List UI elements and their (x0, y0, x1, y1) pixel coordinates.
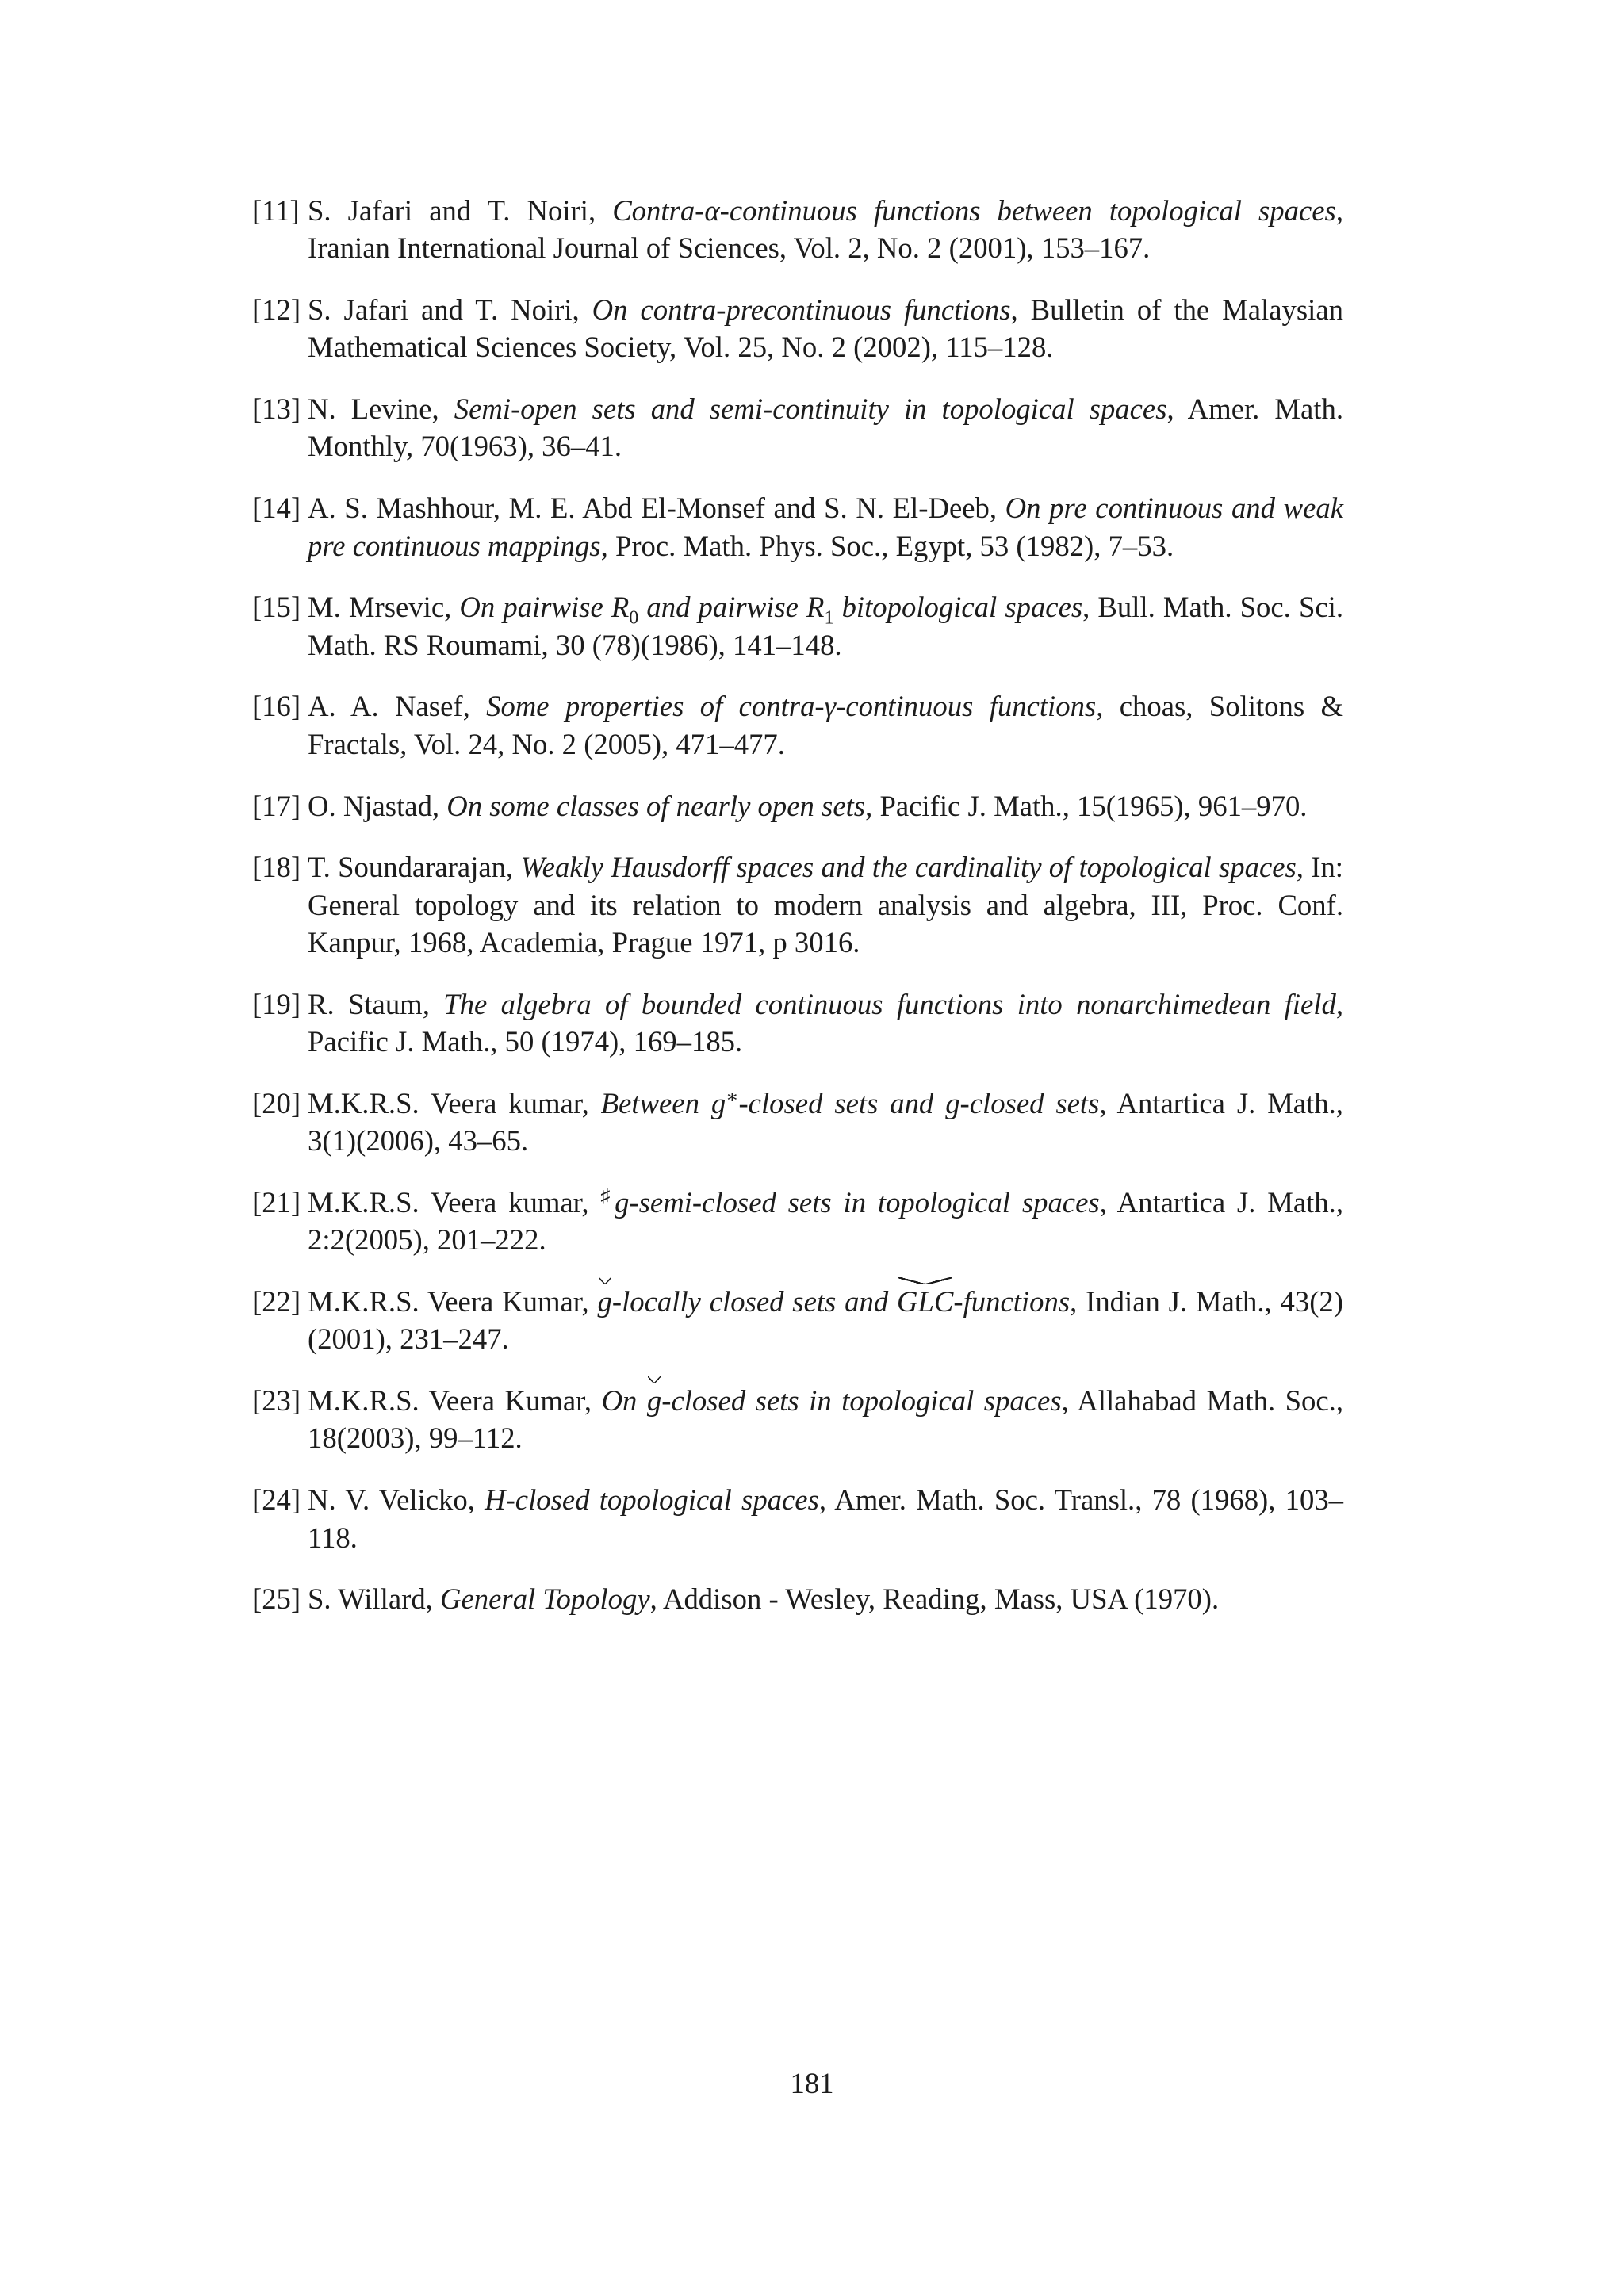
reference-text (308, 1384, 1343, 1454)
reference-text-segment: N. Levine, (308, 392, 454, 426)
reference-text-segment: ♯ (600, 1185, 615, 1207)
reference-text-segment: M.K.R.S. Veera kumar, (308, 1185, 601, 1219)
reference-text-segment: α (704, 194, 720, 227)
reference-number: [25] (252, 1582, 301, 1616)
reference-text-segment: g-semi-closed sets in topological spaces (615, 1185, 1100, 1219)
reference-number: [14] (252, 492, 301, 525)
reference-number: [21] (252, 1185, 301, 1219)
reference-text-segment: , Iranian International Journal of Sciences, Vol. 2, No. 2 (2001), 153–167. (308, 194, 1344, 265)
reference-text (308, 1087, 1343, 1157)
reference-text-segment: g (945, 1086, 960, 1119)
reference-number: [11] (252, 194, 300, 227)
reference-item (252, 390, 1343, 465)
reference-text-segment: A. S. Mashhour, M. E. Abd El-Monsef and S. N. El-Deeb, (308, 492, 1005, 525)
reference-item (252, 588, 1343, 664)
reference-item (252, 1580, 1343, 1617)
reference-text-segment: , Pacific J. Math., 15(1965), 961–970. (865, 789, 1308, 822)
reference-item (252, 985, 1343, 1061)
reference-number: [18] (252, 851, 301, 884)
reference-text-segment: -functions (953, 1285, 1071, 1318)
reference-item (252, 291, 1343, 366)
reference-text-segment: Contra- (612, 194, 705, 227)
reference-text-segment: General Topology (440, 1582, 650, 1616)
reference-text-segment: R (611, 591, 630, 624)
reference-text-segment: , Allahabad Math. Soc., 18(2003), 99–112. (308, 1384, 1343, 1455)
reference-text-segment: M.K.R.S. Veera Kumar, (308, 1384, 602, 1418)
reference-text-segment: , Addison - Wesley, Reading, Mass, USA (1970). (649, 1582, 1220, 1616)
reference-text-segment: bitopological spaces (833, 591, 1083, 624)
reference-item (252, 192, 1343, 267)
reference-text-segment: Semi-open sets and semi-continuity in topological spaces (454, 392, 1167, 426)
reference-text (308, 1285, 1343, 1355)
reference-text-segment: S. Jafari and T. Noiri, (308, 293, 592, 327)
reference-text-segment: -locally closed sets and (611, 1285, 898, 1318)
reference-item (252, 1382, 1343, 1457)
reference-text-segment: ∗ (726, 1086, 739, 1108)
reference-number: [16] (252, 690, 301, 723)
reference-list (252, 192, 1343, 1642)
reference-text-segment: , Pacific J. Math., 50 (1974), 169–185. (308, 987, 1343, 1058)
reference-text-segment: , Antartica J. Math., 3(1)(2006), 43–65. (308, 1086, 1343, 1158)
reference-item (252, 1283, 1343, 1358)
reference-text (308, 790, 1307, 822)
reference-text (308, 1483, 1343, 1553)
reference-text-segment: M. Mrsevic, (308, 591, 460, 624)
reference-item (252, 1481, 1343, 1556)
page-number: 181 (790, 2067, 834, 2099)
reference-text-segment: S. Willard, (308, 1582, 441, 1616)
reference-text (308, 851, 1343, 959)
reference-text (308, 194, 1343, 264)
reference-text-segment: Between (600, 1086, 711, 1119)
reference-item (252, 1184, 1343, 1259)
reference-text (308, 591, 1343, 660)
reference-text (308, 988, 1343, 1058)
reference-text-segment: , choas, Solitons & Fractals, Vol. 24, No. 2 (2005), 471–477. (308, 690, 1343, 760)
reference-text-segment: g (647, 1382, 661, 1419)
reference-text-segment: γ (824, 690, 837, 723)
reference-text-segment: , Antartica J. Math., 2:2(2005), 201–222. (308, 1185, 1343, 1257)
reference-text-segment: R (806, 591, 825, 624)
reference-text-segment: , Amer. Math. Soc. Transl., 78 (1968), 103–118. (308, 1483, 1344, 1554)
reference-text-segment: Some properties of contra- (486, 690, 825, 723)
reference-text-segment: On contra-precontinuous functions (592, 293, 1011, 327)
reference-text-segment: -continuous functions between topological spaces (719, 194, 1336, 227)
reference-text (308, 293, 1343, 363)
reference-text-segment: On pre continuous and weak pre continuous mappings (308, 492, 1343, 562)
reference-text-segment: On (601, 1384, 647, 1418)
reference-text (308, 690, 1343, 760)
reference-text (308, 1186, 1343, 1256)
reference-item (252, 687, 1343, 763)
reference-text-segment: -closed topological spaces (505, 1483, 819, 1517)
reference-text-segment: g (598, 1283, 612, 1320)
reference-text-segment: N. V. Velicko, (308, 1483, 485, 1517)
reference-text (308, 392, 1343, 462)
reference-text-segment: S. Jafari and T. Noiri, (308, 194, 613, 227)
reference-number: [19] (252, 987, 301, 1020)
reference-text-segment: , Bull. Math. Soc. Sci. Math. RS Roumami, 30 (78)(1986), 141–148. (308, 591, 1343, 661)
reference-text-segment: , Bulletin of the Malaysian Mathematical Sciences Society, Vol. 25, No. 2 (2002), 115–128. (308, 293, 1343, 364)
reference-text-segment: R. Staum, (308, 987, 444, 1020)
reference-text-segment: T. Soundararajan, (308, 851, 521, 884)
reference-text-segment: The algebra of bounded continuous functions into nonarchimedean field (443, 987, 1336, 1020)
reference-text-segment: On some classes of nearly open sets (446, 789, 866, 822)
reference-text-segment: 0 (629, 607, 639, 629)
reference-number: [12] (252, 293, 301, 327)
reference-text-segment: , In: General topology and its relation to modern analysis and algebra, III, Proc. Conf. Kanpur, 1968, Academia, Prague 1971, p 3016. (308, 851, 1343, 959)
reference-text-segment: , Indian J. Math., 43(2)(2001), 231–247. (308, 1285, 1343, 1356)
reference-text-segment: O. Njastad, (308, 789, 447, 822)
reference-text-segment: -closed sets and (738, 1086, 946, 1119)
reference-number: [13] (252, 392, 301, 426)
reference-number: [22] (252, 1285, 301, 1318)
reference-text-segment: M.K.R.S. Veera kumar, (308, 1086, 601, 1119)
reference-text-segment: 1 (824, 607, 834, 629)
reference-item (252, 787, 1343, 825)
reference-number: [17] (252, 789, 301, 822)
reference-text-segment: Weakly Hausdorff spaces and the cardinality of topological spaces (520, 851, 1297, 884)
reference-text-segment: -closed sets in topological spaces (661, 1384, 1062, 1418)
reference-text-segment: H (485, 1483, 506, 1517)
reference-item (252, 848, 1343, 961)
reference-text-segment: , Proc. Math. Phys. Soc., Egypt, 53 (1982), 7–53. (600, 529, 1174, 562)
reference-number: [15] (252, 591, 301, 624)
reference-text (308, 1582, 1219, 1615)
reference-text-segment: and pairwise (638, 591, 807, 624)
reference-number: [24] (252, 1483, 301, 1517)
reference-text-segment: g (710, 1086, 726, 1119)
reference-text-segment: -closed sets (959, 1086, 1100, 1119)
reference-text (308, 492, 1343, 561)
reference-text-segment: , Amer. Math. Monthly, 70(1963), 36–41. (308, 392, 1343, 463)
reference-text-segment: M.K.R.S. Veera Kumar, (308, 1285, 598, 1318)
reference-item (252, 489, 1343, 564)
reference-text-segment: A. A. Nasef, (308, 690, 487, 723)
reference-number: [23] (252, 1384, 301, 1418)
reference-item (252, 1085, 1343, 1160)
reference-text-segment: -continuous functions (836, 690, 1097, 723)
reference-text-segment: On pairwise (459, 591, 611, 624)
reference-number: [20] (252, 1086, 301, 1119)
reference-text-segment: GLC (897, 1283, 953, 1320)
